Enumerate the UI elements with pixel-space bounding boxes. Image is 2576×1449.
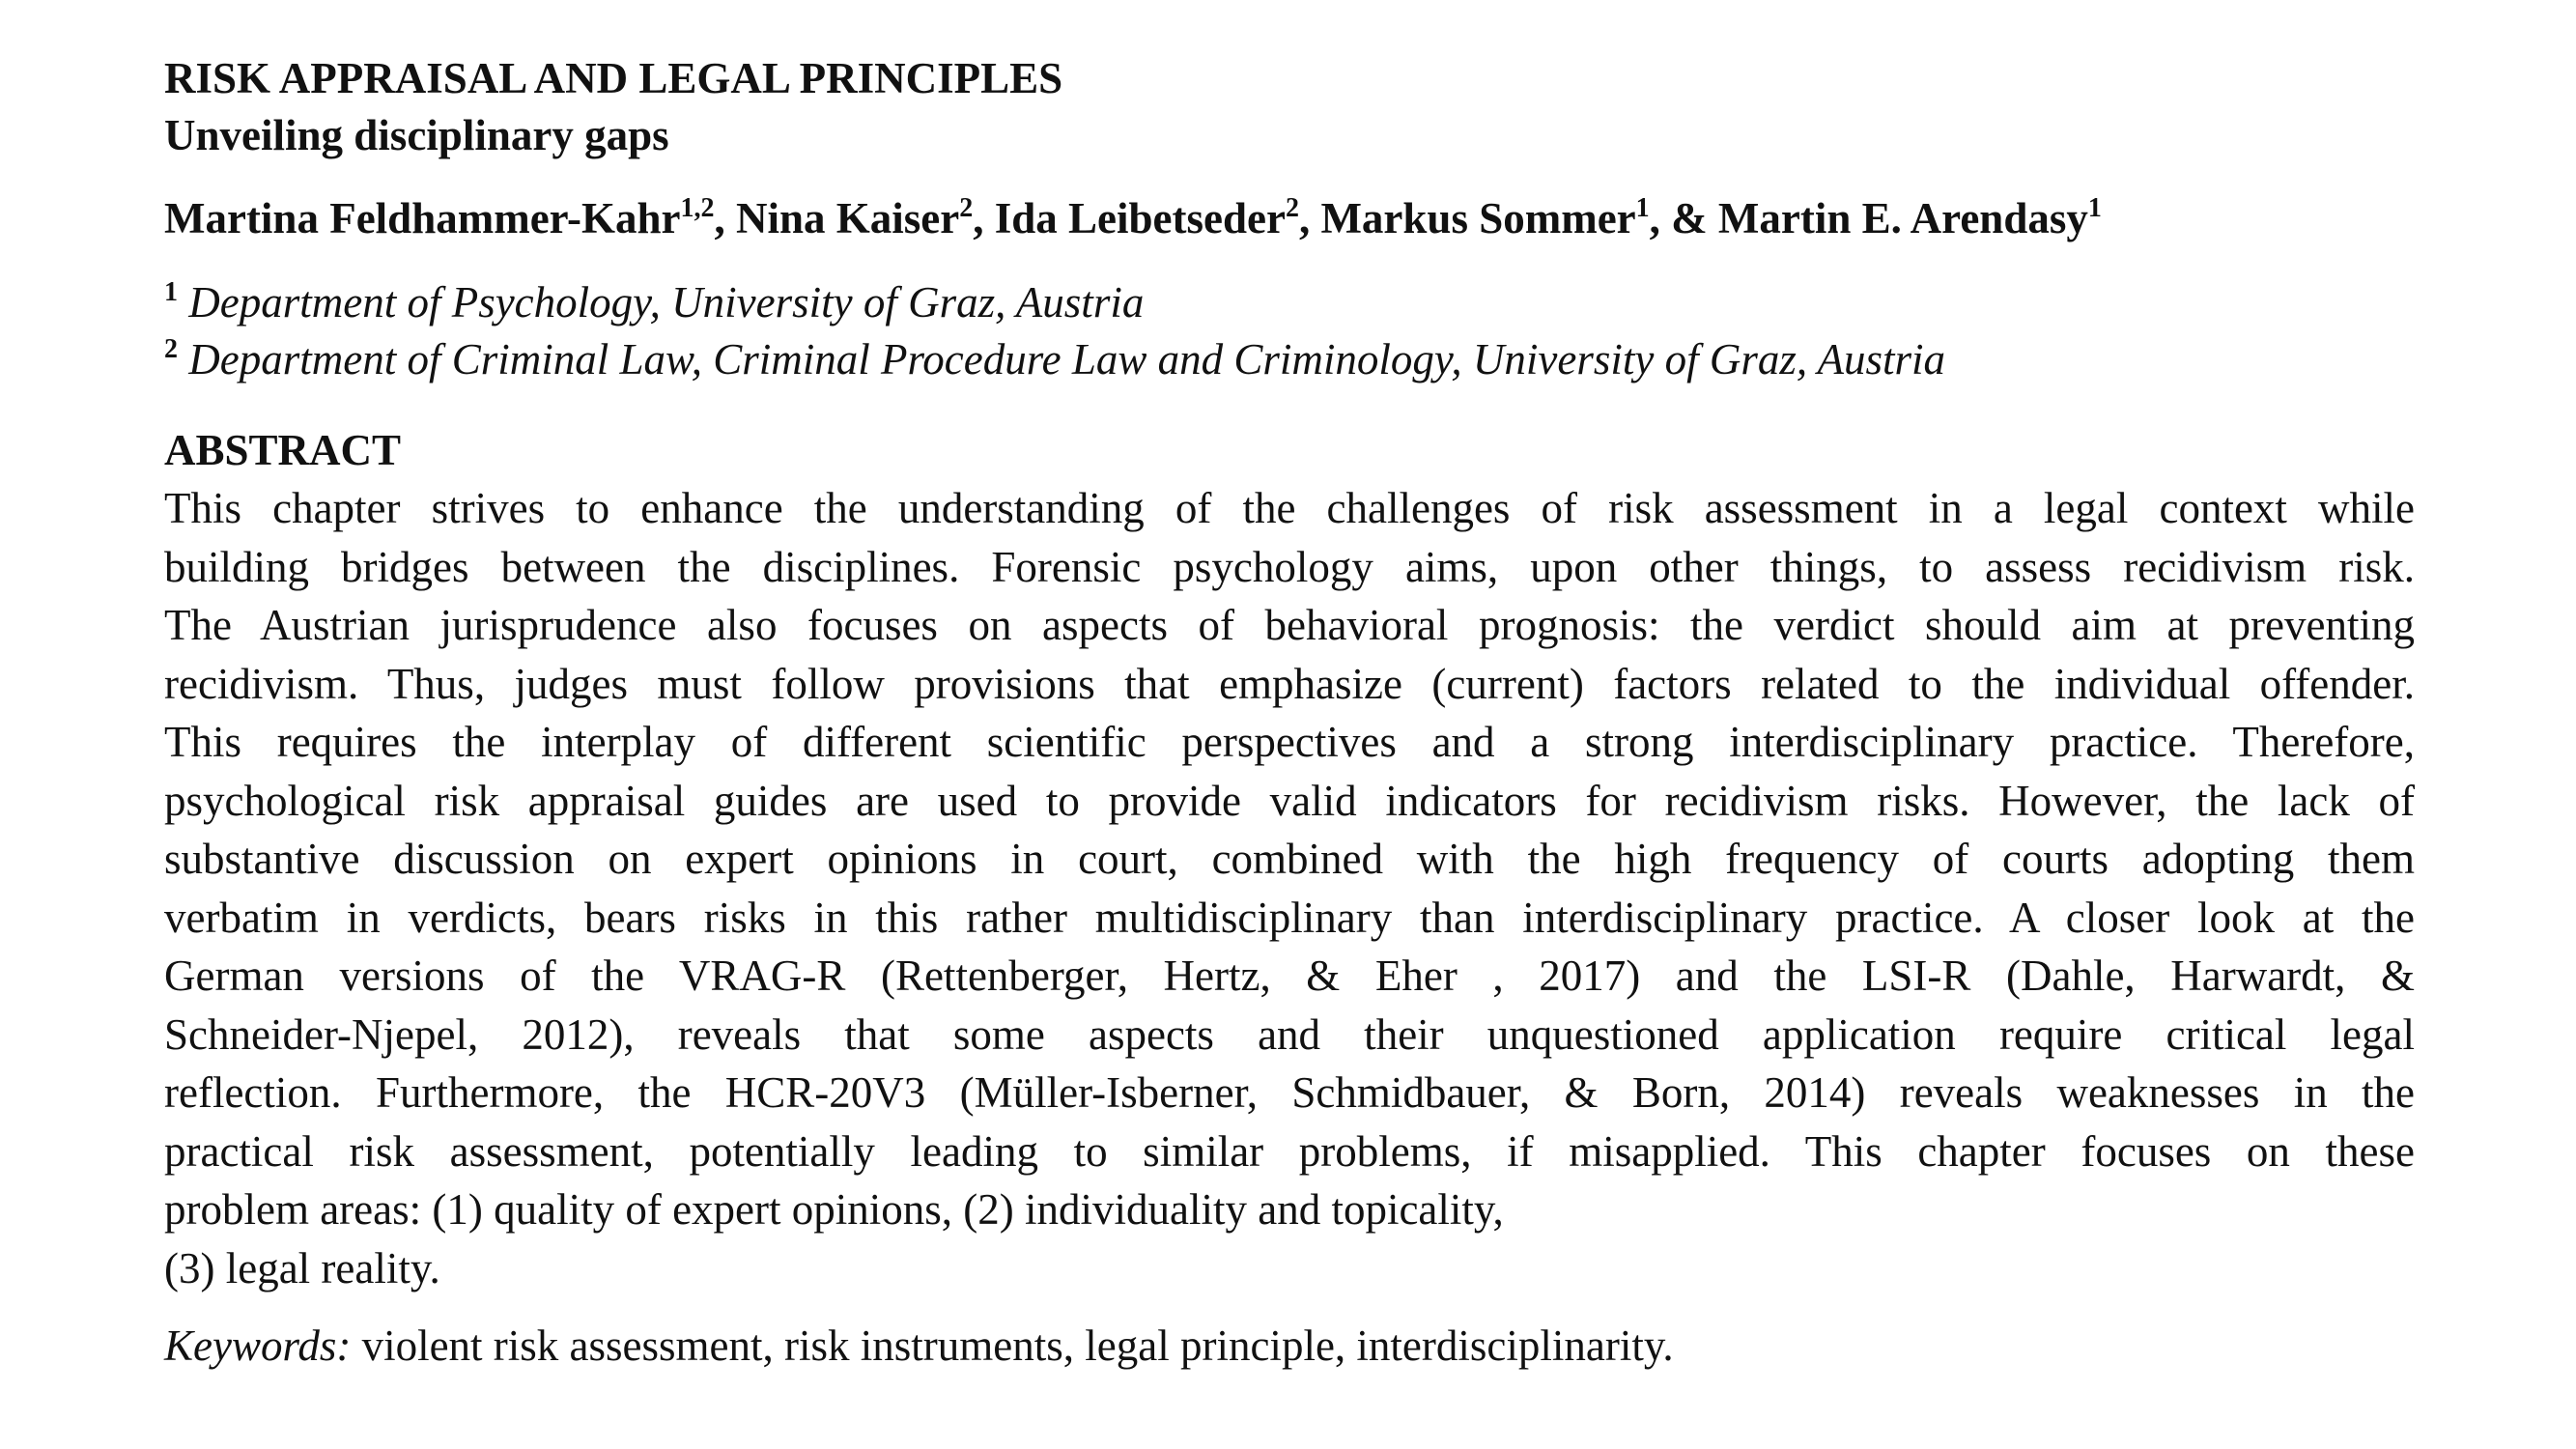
author-name: Markus Sommer — [1320, 194, 1636, 242]
affiliation-text: Department of Psychology, University of Graz, Austria — [188, 278, 1145, 327]
affiliation-number: 1 — [164, 277, 178, 307]
author-separator: , — [714, 194, 736, 242]
paper-title: RISK APPRAISAL AND LEGAL PRINCIPLES — [164, 54, 1063, 102]
affiliation — [164, 274, 2415, 331]
author-affiliation-mark: 1 — [2087, 193, 2102, 223]
abstract-line: This requires the interplay of different scientific perspectives and a strong interdisciplinary practice. Therefore, — [164, 718, 2415, 766]
keywords — [164, 1317, 2415, 1375]
abstract-line: (3) legal reality. — [164, 1243, 440, 1293]
abstract-line: recidivism. Thus, judges must follow provisions that emphasize (current) factors related to the individual offender. — [164, 659, 2415, 708]
author-affiliation-mark: 1 — [1635, 193, 1650, 223]
author — [736, 194, 995, 242]
abstract-line: substantive discussion on expert opinions in court, combined with the high frequency of courts adopting them — [164, 835, 2415, 883]
paper-subtitle: Unveiling disciplinary gaps — [164, 111, 669, 159]
abstract-line: verbatim in verdicts, bears risks in this rather multidisciplinary than interdisciplinary practice. A closer look at the — [164, 893, 2415, 942]
abstract-line: practical risk assessment, potentially leading to similar problems, if misapplied. This chapter focuses on these — [164, 1126, 2415, 1176]
abstract-line: This chapter strives to enhance the understanding of the challenges of risk assessment in a legal context while — [164, 484, 2415, 532]
author-affiliation-mark: 1,2 — [680, 193, 715, 223]
author — [995, 194, 1321, 242]
abstract-line: German versions of the VRAG-R (Rettenberger, Hertz, & Eher , 2017) and the LSI-R (Dahle, Harwardt, & — [164, 952, 2415, 1000]
author-affiliation-mark: 2 — [1285, 193, 1299, 223]
abstract-heading: ABSTRACT — [164, 426, 402, 474]
affiliation-number: 2 — [164, 334, 178, 364]
affiliation-list — [164, 274, 2415, 388]
keywords-text: violent risk assessment, risk instruments, legal principle, interdisciplinarity. — [351, 1321, 1674, 1370]
author-list — [164, 189, 2415, 247]
abstract-body — [164, 479, 2415, 1297]
paper-first-page — [164, 50, 2415, 1375]
author-separator: , — [1298, 194, 1321, 242]
author-separator: , — [973, 194, 995, 242]
author — [1718, 194, 2102, 242]
author-name: Martin E. Arendasy — [1717, 194, 2088, 242]
keywords-label: Keywords: — [164, 1321, 352, 1370]
author-name: Nina Kaiser — [735, 194, 960, 242]
author — [164, 194, 736, 242]
affiliation — [164, 331, 2415, 388]
author-name: Ida Leibetseder — [994, 194, 1286, 242]
abstract-line: reflection. Furthermore, the HCR-20V3 (Müller-Isberner, Schmidbauer, & Born, 2014) reveals weaknesses in the — [164, 1068, 2415, 1117]
abstract-line: problem areas: (1) quality of expert opinions, (2) individuality and topicality, — [164, 1185, 1504, 1234]
author — [1320, 194, 1717, 242]
author-separator: , & — [1649, 194, 1718, 242]
abstract-line: The Austrian jurisprudence also focuses on aspects of behavioral prognosis: the verdict should aim at preventing — [164, 601, 2415, 649]
abstract-line: building bridges between the disciplines. Forensic psychology aims, upon other things, to assess recidivism risk. — [164, 542, 2415, 591]
affiliation-text: Department of Criminal Law, Criminal Procedure Law and Criminology, University of Graz, Austria — [188, 335, 1946, 384]
abstract-line: psychological risk appraisal guides are used to provide valid indicators for recidivism risks. However, the lack of — [164, 776, 2415, 825]
abstract-line: Schneider-Njepel, 2012), reveals that some aspects and their unquestioned application require critical legal — [164, 1009, 2415, 1059]
author-name: Martina Feldhammer-Kahr — [164, 194, 681, 242]
author-affiliation-mark: 2 — [959, 193, 974, 223]
